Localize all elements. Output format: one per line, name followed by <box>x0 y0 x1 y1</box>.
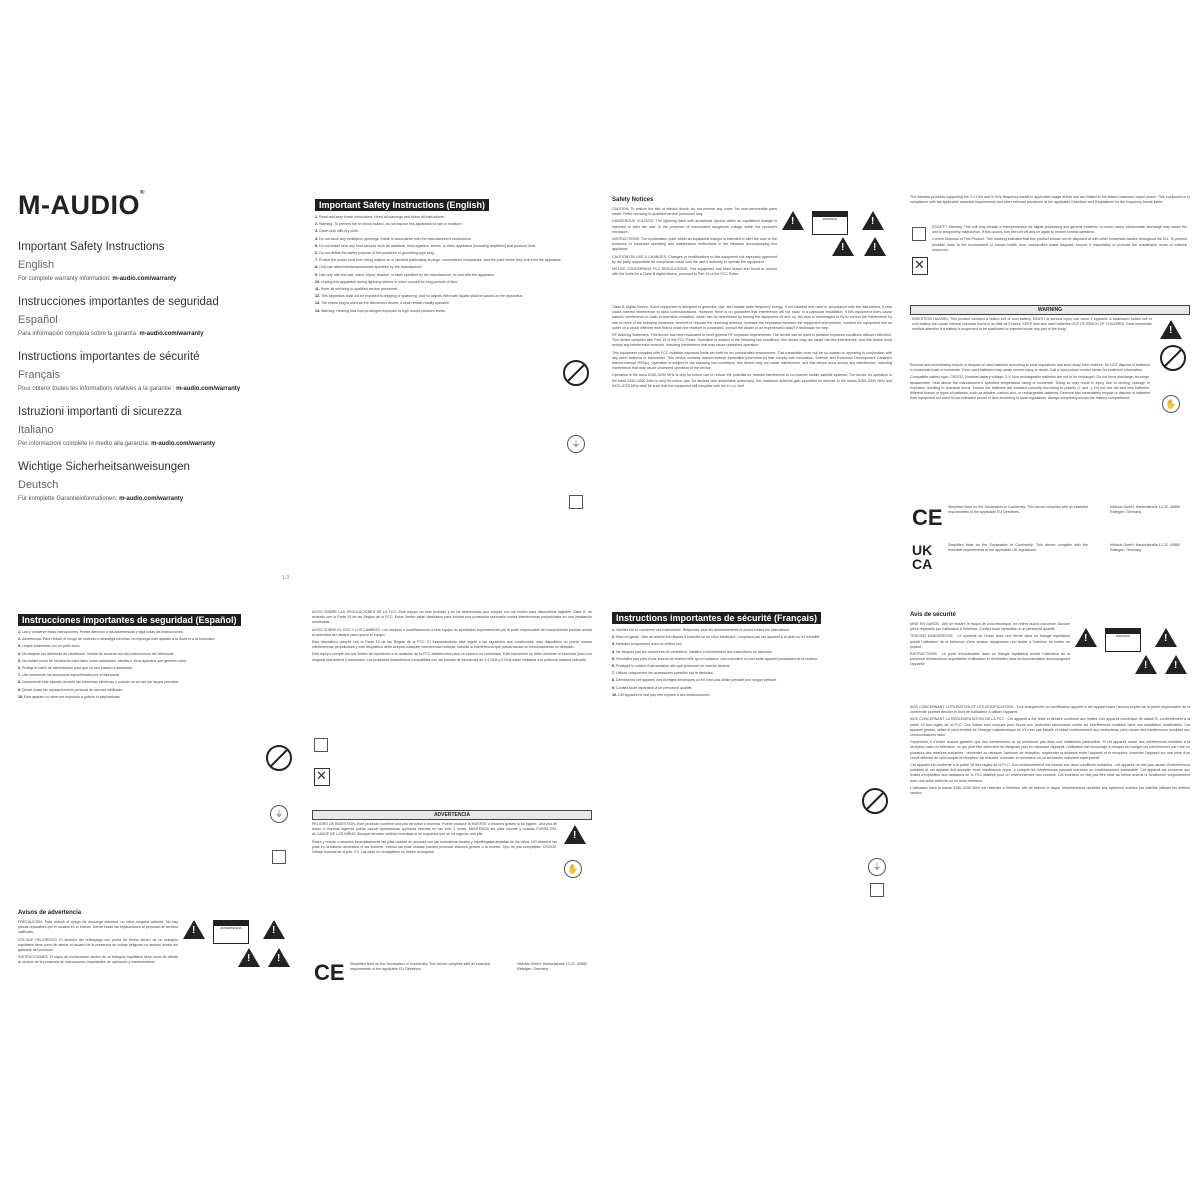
warning-triangle-icon <box>862 211 884 230</box>
instruction-item: 4. No bloquee las aberturas de ventilación. Instale de acuerdo con las instrucciones del fabricante. <box>18 651 175 656</box>
ukca-mark: UK CA <box>912 542 933 572</box>
french-notices-panel <box>910 610 1190 1000</box>
class-ii-icon <box>272 850 286 864</box>
instruction-item: 2. Mise en garde : Afin de réduire les risques d'incendie ou de choc électrique, n'exposez pas cet appareil à la pluie ou à l'humidité. <box>612 635 821 640</box>
instruction-item: 10. Cet appareil ne doit pas être exposé à des éclaboussures. <box>612 692 711 697</box>
brand-logo: M-AUDIO® <box>18 190 145 220</box>
instruction-item: 6. Proteja el cable de alimentación para que no sea pisado ni aplastado. <box>18 666 133 671</box>
child-safety-icon: ✋ <box>1162 395 1180 413</box>
instruction-item: 11. Refer all servicing to qualified service personnel. <box>315 287 398 292</box>
language-list <box>18 241 293 502</box>
eu-address: InMusic GmbH, Harkortstraße 12-32, 40880 Ratingen, Germany <box>517 962 587 972</box>
weee-bin-icon <box>912 257 928 275</box>
instruction-item: 6. Do not defeat the safety purpose of the polarized or grounding-type plug. <box>315 251 435 256</box>
eu-declaration: Simplified Note on the Declaration of Conformity: This device complies with all essential requirements of the applicable EU Directives. <box>948 505 1088 515</box>
warning-triangle-icon <box>238 948 260 967</box>
instruction-item: 9. Derive todas las reparaciones al personal de servicio calificado. <box>18 687 124 692</box>
safety-notices-title: Safety Notices <box>612 197 654 203</box>
french-header: Instructions importantes de sécurité (Français) <box>612 612 821 624</box>
instruction-item: 5. Do not install near any heat sources such as radiators, heat registers, stoves, or other apparatus (including amplifiers) that produce heat. <box>315 243 537 248</box>
instruction-item: 12. This apparatus shall not be exposed to dripping or splashing, and no objects filled with liquids shall be placed on the apparatus. <box>315 294 524 299</box>
instruction-item: 1. Lea y conserve estas instrucciones. Preste atención a las advertencias y siga todas las instrucciones. <box>18 630 184 634</box>
warranty-link[interactable]: Pour obtenir toutes les informations relatives à la garantie : m-audio.com/warranty <box>18 386 241 392</box>
warranty-link[interactable]: Per informazioni complete in merito alla garanzia: m-audio.com/warranty <box>18 441 216 447</box>
notice-paragraph: CAUTION ON USE & CHANGES: Changes or modifications to this equipment not expressly approved by the party responsible for compliance could void the user's authority to operate the equipment. <box>612 254 777 264</box>
instruction-item: 1. Read and keep these instructions. Heed all warnings and follow all instructions. <box>315 215 445 219</box>
english-item-list <box>315 215 590 314</box>
warning-triangle-icon <box>1155 628 1177 647</box>
instruction-item: 5. N'installez pas près d'une source de chaleur telle qu'un radiateur, une cuisinière ou tout autre appareil produisant de la chaleur. <box>612 656 818 661</box>
language-block <box>18 296 293 337</box>
warning-label-box: WARNING <box>812 211 848 235</box>
weee-bin-icon <box>314 768 330 786</box>
instruction-item: 4. Ne bloquez pas les ouvertures de ventilation. Installez conformément aux instructions du fabricant. <box>612 649 773 654</box>
language-block <box>18 406 293 447</box>
spanish-item-list <box>18 630 293 820</box>
uk-declaration: Simplified Note on the Declaration of Conformity: This device complies with the essential requirements of the applicable UK regulations. <box>948 543 1088 553</box>
spanish-notices-text: PRECAUCIÓN: Para reducir el riesgo de descarga eléctrica, no retire ninguna cubierta. No hay piezas reparables por el usuario en el interior. Derive todas las reparaciones al personal de servicio calificado. VOLTAJE PELIGROSO: El símbolo del relámpago con punta de flecha dentro de un triángulo equilátero tiene como fin alertar al usuario de la presencia de voltaje peligroso no aislado dentro del gabinete del producto. INSTRUCCIONES: El signo de exclamación dentro de un triángulo equilátero tiene como fin alertar al usuario de la presencia de instrucciones importantes de operación y mantenimiento. <box>18 920 178 965</box>
french-instructions-panel <box>612 608 892 998</box>
warning-triangle-icon <box>183 920 205 939</box>
instruction-item: 8. Only use attachments/accessories specified by the manufacturer. <box>315 265 423 270</box>
esd-icon <box>314 738 328 752</box>
warning-triangle-icon <box>1165 655 1187 674</box>
instruction-item: 13. The mains plug is used as the disconnect device; it shall remain readily operable. <box>315 301 450 306</box>
spanish-instructions-panel <box>18 610 293 1000</box>
spanish-continued-panel <box>312 610 592 1000</box>
warranty-link[interactable]: Für komplette Garantieinformationen: m-audio.com/warranty <box>18 496 184 502</box>
compliance-intro-text: The wireless products supporting the 2.4 GHz and 5 GHz frequency bands in applicable usage at this unit are limited to the stated maximum output power. This equipment is in compliance with the applicable essential requirements and other relevant provisions of the applicable Directives and Regulations for the frequency bands listed. <box>910 195 1190 205</box>
instruction-item: 7. Protect the power cord from being walked on or pinched particularly at plugs, convenience receptacles, and the point where they exit from the apparatus. <box>315 258 562 263</box>
english-header: Important Safety Instructions (English) <box>315 199 489 211</box>
uk-address: InMusic GmbH, Harkortstraße 12-32, 40880 Ratingen, Germany <box>1110 543 1180 553</box>
french-item-list <box>612 628 892 968</box>
instruction-item: 3. Limpie solamente con un paño seco. <box>18 644 81 649</box>
instruction-item: 2. Warning: To prevent fire or shock hazard, do not expose this apparatus to rain or moisture. <box>315 222 463 227</box>
warranty-link[interactable]: For complete warranty information: m-audio.com/warranty <box>18 276 177 282</box>
language-block <box>18 461 293 502</box>
instruction-item: 4. Do not block any ventilation openings. Install in accordance with the manufacturer's instructions. <box>315 236 472 241</box>
eu-declaration: Simplified Note on the Declaration of Conformity: This device complies with all essential requirements of the applicable EU Directives. <box>350 962 490 972</box>
spanish-continued-text: AVISO SOBRE LAS REGULACIONES DE LA FCC: Este equipo ha sido probado y se ha determinado que cumple con los límites para dispositivos digitales Clase B, de acuerdo con la Parte 15 de las Reglas de la FCC. Estos límites están diseñados para brindar una protección razonable contra interferencias perjudiciales en una instalación residencial. AVISO SOBRE EL USO Y LOS CAMBIOS: Los cambios o modificaciones a este equipo no aprobados expresamente por la parte responsable del cumplimiento podrían anular la autoridad del usuario para operar el equipo. Este dispositivo cumple con la Parte 15 de las Reglas de la FCC. El funcionamiento está sujeto a las siguientes dos condiciones: este dispositivo no puede causar interferencias perjudiciales y este dispositivo debe aceptar cualquier interferencia recibida, incluida la interferencia que pueda causar un funcionamiento no deseado. Este equipo cumple con los límites de exposición a la radiación de la FCC establecidos para un entorno no controlado. Este transmisor no debe ubicarse ni funcionar junto con ninguna otra antena o transmisor. Los productos inalámbricos compatibles con las bandas de frecuencia de 2,4 GHz y 5 GHz están limitados a la potencia máxima indicada. <box>312 610 592 662</box>
esd-icon <box>912 227 926 241</box>
language-block <box>18 351 293 392</box>
language-title: Instrucciones importantes de seguridad <box>18 296 219 308</box>
notice-paragraph: CAUTION: To reduce the risk of electric shock, do not remove any cover. No user-serviceable parts inside. Refer servicing to qualified service personnel only. <box>612 207 777 217</box>
instruction-item: 8. Débranchez cet appareil lors d'orages électriques ou s'il n'est pas utilisé pendant une longue période. <box>612 678 778 683</box>
french-notices-title: Avis de sécurité <box>910 612 956 618</box>
language-name: English <box>18 259 55 271</box>
no-disposal-icon <box>266 745 292 771</box>
instruction-item: 3. Clean only with dry cloth. <box>315 229 359 234</box>
warning-triangle-icon <box>263 920 285 939</box>
ce-mark: CE <box>912 505 943 530</box>
warranty-link[interactable]: Para información completa sobre la garantía: m-audio.com/warranty <box>18 331 204 337</box>
ce-mark: CE <box>314 960 345 985</box>
instruction-item: 7. Utilisez uniquement les accessoires spécifiés par le fabricant. <box>612 671 714 676</box>
french-notices-continued: AVIS CONCERNANT L'UTILISATION ET LES MODIFICATIONS : Tout changement ou modification apporté à cet appareil sans l'accord exprès de la partie responsable de la conformité pourrait annuler le droit de l'utilisateur à utiliser l'appareil. AVIS CONCERNANT LA RÉGLEMENTATION DE LA FCC : Cet appareil a été testé et déclaré conforme aux limites d'un appareil numérique de classe B, conformément à la partie 15 des règles de la FCC. Ces limites sont conçues pour fournir une protection raisonnable contre les interférences nuisibles dans une installation résidentielle. Cet appareil génère, utilise et peut émettre de l'énergie radioélectrique et, s'il n'est pas installé et utilisé conformément aux instructions, peut causer des interférences nuisibles aux communications radio. Cependant, il n'existe aucune garantie que des interférences ne se produiront pas dans une installation particulière. Si cet appareil cause des interférences nuisibles à la réception radio ou télévision, ce qui peut être déterminé en éteignant puis en rallumant l'appareil, l'utilisateur est encouragé à essayer de corriger les interférences par l'une ou plusieurs des mesures suivantes : réorienter ou déplacer l'antenne de réception, augmenter la distance entre l'appareil et le récepteur, brancher l'appareil sur une prise d'un circuit différent de celui auquel le récepteur est branché, consulter le revendeur ou un technicien radio/télé expérimenté. Cet appareil est conforme à la partie 15 des règles de la FCC. Son fonctionnement est soumis aux deux conditions suivantes : cet appareil ne doit pas causer d'interférences nuisibles et cet appareil doit accepter toute interférence reçue, y compris les interférences pouvant entraîner un fonctionnement indésirable. Cet appareil est conforme aux limites d'exposition aux radiations de la FCC établies pour un environnement non contrôlé. Cet émetteur ne doit pas être situé au même endroit ni fonctionner conjointement avec une autre antenne ou un autre émetteur. L'utilisation dans la bande 5150–5250 MHz est réservée à l'intérieur afin de réduire le risque d'interférences nuisibles aux systèmes mobiles par satellite utilisant les mêmes canaux. <box>910 705 1190 796</box>
english-notices-continued: Class B Digital Device: Some equipment is designed to generate, use, and radiate radio frequency energy. If not installed and used in accordance with the instructions, it may cause harmful interference to radio communications. However, there is no guarantee that interference will not occur in a particular installation. If this equipment does cause harmful interference to radio or television reception, which can be determined by turning the equipment off and on, the user is encouraged to try to correct the interference by one or more of the following measures: reorient or relocate the receiving antenna, increase the separation between the equipment and receiver, connect the equipment into an outlet on a circuit different from that to which the receiver is connected, consult the dealer or an experienced radio/TV technician for help. RF Warning Statement: This device has been evaluated to meet general RF exposure requirements. The device can be used in portable exposure conditions without restriction. This device complies with Part 15 of the FCC Rules. Operation is subject to the following two conditions: this device may not cause harmful interference, and this device must accept any interference received, including interference that may cause undesired operation. This equipment complies with FCC radiation exposure limits set forth for an uncontrolled environment. This transmitter must not be co-located or operating in conjunction with any other antenna or transmitter. This device contains licence-exempt transmitter(s)/receiver(s) that comply with Innovation, Science and Economic Development Canada's licence-exempt RSS(s). Operation is subject to the following two conditions: this device may not cause interference, and this device must accept any interference, including interference that may cause undesired operation of the device. Operation in the band 5150–5250 MHz is only for indoor use to reduce the potential for harmful interference to co-channel mobile satellite systems. The device for operation in the band 5150–5250 MHz is only for indoor use; for devices with detachable antenna(s), the maximum antenna gain permitted for devices in the bands 5250–5350 MHz and 5470–5725 MHz shall be such that the equipment still complies with the e.i.r.p. limit. <box>612 305 892 388</box>
ground-symbol-icon: ⏚ <box>868 858 886 876</box>
class-ii-icon <box>870 883 884 897</box>
instruction-item: 1. Veuillez lire et conserver ces instructions. Respectez tous les avertissements et suivez toutes les instructions. <box>612 628 790 632</box>
language-name: Español <box>18 314 58 326</box>
compliance-panel <box>910 195 1190 585</box>
warning-triangle-icon <box>268 948 290 967</box>
warning-banner: ADVERTENCIA <box>312 810 592 820</box>
language-name: Français <box>18 369 61 381</box>
instruction-item: 9. Use only with the cart, stand, tripod, bracket, or table specified by the manufacturer, or sold with the apparatus. <box>315 272 495 277</box>
spanish-battery-text: PELIGRO DE INGESTIÓN: Este producto contiene una pila de botón o moneda. Puede producir la MUERTE o lesiones graves si se ingiere. Una pila de botón o moneda ingerida puede causar quemaduras químicas internas en tan solo 2 horas. MANTENGA las pilas nuevas y usadas FUERA DEL ALCANCE DE LOS NIÑOS. Busque atención médica inmediata si se sospecha que se ha ingerido una pila. Retire y recicle o deseche inmediatamente las pilas usadas de acuerdo con las normativas locales y manténgalas alejadas de los niños. NO deseche las pilas en la basura doméstica ni las incinere. Incluso las pilas usadas pueden provocar lesiones graves o la muerte. Tipo de pila compatible: CR2032. Voltaje nominal de la pila: 3 V. Las pilas no recargables no deben recargarse. <box>312 822 557 855</box>
language-title: Instructions importantes de sécurité <box>18 351 200 363</box>
eu-address: InMusic GmbH, Harkortstraße 12-32, 40880 Ratingen, Germany <box>1110 505 1180 515</box>
warning-triangle-icon <box>1135 655 1157 674</box>
warning-triangle-icon <box>564 825 586 844</box>
warning-banner: WARNING <box>910 305 1190 315</box>
compliance-battery-text: Remove and immediately recycle or dispose of used batteries according to local regulations and keep away from children. Do NOT dispose of batteries in household trash or incinerate. Even used batteries may cause severe injury or death. Call a local poison control center for treatment information. Compatible battery type: CR2032. Nominal battery voltage: 3 V. Non-rechargeable batteries are not to be recharged. Do not force discharge, recharge, disassemble, heat above the manufacturer's specified temperature rating or incinerate. Doing so may result in injury due to venting, leakage or explosion resulting in chemical burns. Ensure the batteries are installed correctly according to polarity (+ and -). Do not mix old and new batteries, different brands or types of batteries, such as alkaline, carbon-zinc, or rechargeable batteries. Remove and immediately recycle or dispose of batteries from equipment not used for an extended period of time according to local regulations. Always completely secure the battery compartment. <box>910 363 1150 401</box>
instruction-item: 2. Advertencia: Para reducir el riesgo de incendio o descarga eléctrica, no exponga este aparato a la lluvia ni a la humedad. <box>18 637 215 642</box>
spanish-notices-title: Avisos de advertencia <box>18 910 82 916</box>
language-title: Important Safety Instructions <box>18 241 165 253</box>
warning-banner-text: INGESTION HAZARD: This product contains a button cell or coin battery. DEATH or serious injury can occur if ingested. A swallowed button cell or coin battery can cause internal chemical burns in as little as 2 hours. KEEP new and used batteries OUT OF REACH OF CHILDREN. Seek immediate medical attention if a battery is suspected to be swallowed or inserted inside any part of the body. <box>912 317 1152 332</box>
instruction-item: 3. Nettoyez uniquement avec un chiffon sec. <box>612 642 683 647</box>
ground-symbol-icon: ⏚ <box>270 805 288 823</box>
warning-triangle-icon <box>1160 320 1182 339</box>
warning-triangle-icon <box>832 237 854 256</box>
page-number: 1.3 <box>282 575 289 581</box>
warning-triangle-icon <box>782 211 804 230</box>
instruction-item: 14. Warning: Hearing loss from prolonged exposure to high sound pressure levels. <box>315 308 446 313</box>
no-child-icon <box>1160 345 1186 371</box>
no-disposal-icon <box>563 360 589 386</box>
instruction-item: 6. Protégez le cordon d'alimentation afin que personne ne marche dessus. <box>612 664 731 669</box>
english-instructions-panel <box>315 195 590 585</box>
language-name: Italiano <box>18 424 54 436</box>
language-block <box>18 241 293 282</box>
language-title: Istruzioni importanti di sicurezza <box>18 406 182 418</box>
french-notices-text: MISE EN GARDE : Afin de réduire le risque de choc électrique, ne retirez aucun couvercle. Aucune pièce réparable par l'utilisateur à l'intérieur. Confiez toute réparation à un personnel qualifié. TENSION DANGEREUSE : Le symbole de l'éclair avec une flèche dans un triangle équilatéral avertit l'utilisateur de la présence d'une tension dangereuse non isolée à l'intérieur du boîtier du produit. INSTRUCTIONS : Le point d'exclamation dans un triangle équilatéral avertit l'utilisateur de la présence d'instructions importantes d'utilisation et d'entretien dans la documentation accompagnant l'appareil. <box>910 622 1070 667</box>
spanish-header: Instrucciones importantes de seguridad (Español) <box>18 614 241 626</box>
warning-label-box: ADVERTENCIA <box>213 920 249 944</box>
instruction-item: 5. No instale cerca de fuentes de calor tales como radiadores, estufas u otros aparatos que generen calor. <box>18 658 188 663</box>
instruction-item: 7. Use solamente los accesorios especificados por el fabricante. <box>18 673 121 678</box>
compliance-disposal-text: ESD/EFT Warning: This unit may contain a microprocessor for signal processing and general functions. In some cases, electrostatic discharge may cause the unit to temporarily malfunction. If this occurs, turn the unit off and on again to restore normal operation. Correct Disposal of This Product: This marking indicates that this product should not be disposed of with other household wastes throughout the EU. To prevent possible harm to the environment or human health from uncontrolled waste disposal, recycle it responsibly to promote the sustainable reuse of material resources. <box>932 225 1187 252</box>
english-notice-text <box>612 207 777 277</box>
warning-triangle-icon <box>864 237 886 256</box>
instruction-item: 10. Unplug this apparatus during lightning storms or when unused for long periods of time. <box>315 279 459 284</box>
instruction-item: 9. Confiez toute réparation à un personnel qualifié. <box>612 685 693 690</box>
cover-panel <box>18 190 293 590</box>
class-ii-icon <box>569 495 583 509</box>
notice-paragraph: NOTICE CONCERNING FCC REGULATIONS: This equipment has been tested and found to comply with the limits for a Class B digital device, pursuant to Part 15 of the FCC Rules. <box>612 267 777 277</box>
warning-label-box: WARNING <box>1105 628 1141 652</box>
language-name: Deutsch <box>18 479 59 491</box>
no-disposal-icon <box>862 788 888 814</box>
instruction-item: 8. Desconecte este aparato durante las tormentas eléctricas o cuando no se use por largos períodos. <box>18 680 180 685</box>
instruction-item: 10. Este aparato no debe ser expuesto a goteos ni salpicaduras. <box>18 694 121 699</box>
notice-paragraph: INSTRUCTIONS: The exclamation point within an equilateral triangle is intended to alert the user to the presence of important operating and maintenance instructions in the literature accompanying this appliance. <box>612 237 777 252</box>
english-notices-panel <box>612 195 892 585</box>
ground-symbol-icon: ⏚ <box>567 435 585 453</box>
language-title: Wichtige Sicherheitsanweisungen <box>18 461 190 473</box>
warning-triangle-icon <box>1075 628 1097 647</box>
child-safety-icon: ✋ <box>564 860 582 878</box>
notice-paragraph: DANGEROUS VOLTAGE: The lightning flash with arrowhead symbol within an equilateral triangle is intended to alert the user to the presence of uninsulated dangerous voltage within the product's enclosure. <box>612 219 777 234</box>
